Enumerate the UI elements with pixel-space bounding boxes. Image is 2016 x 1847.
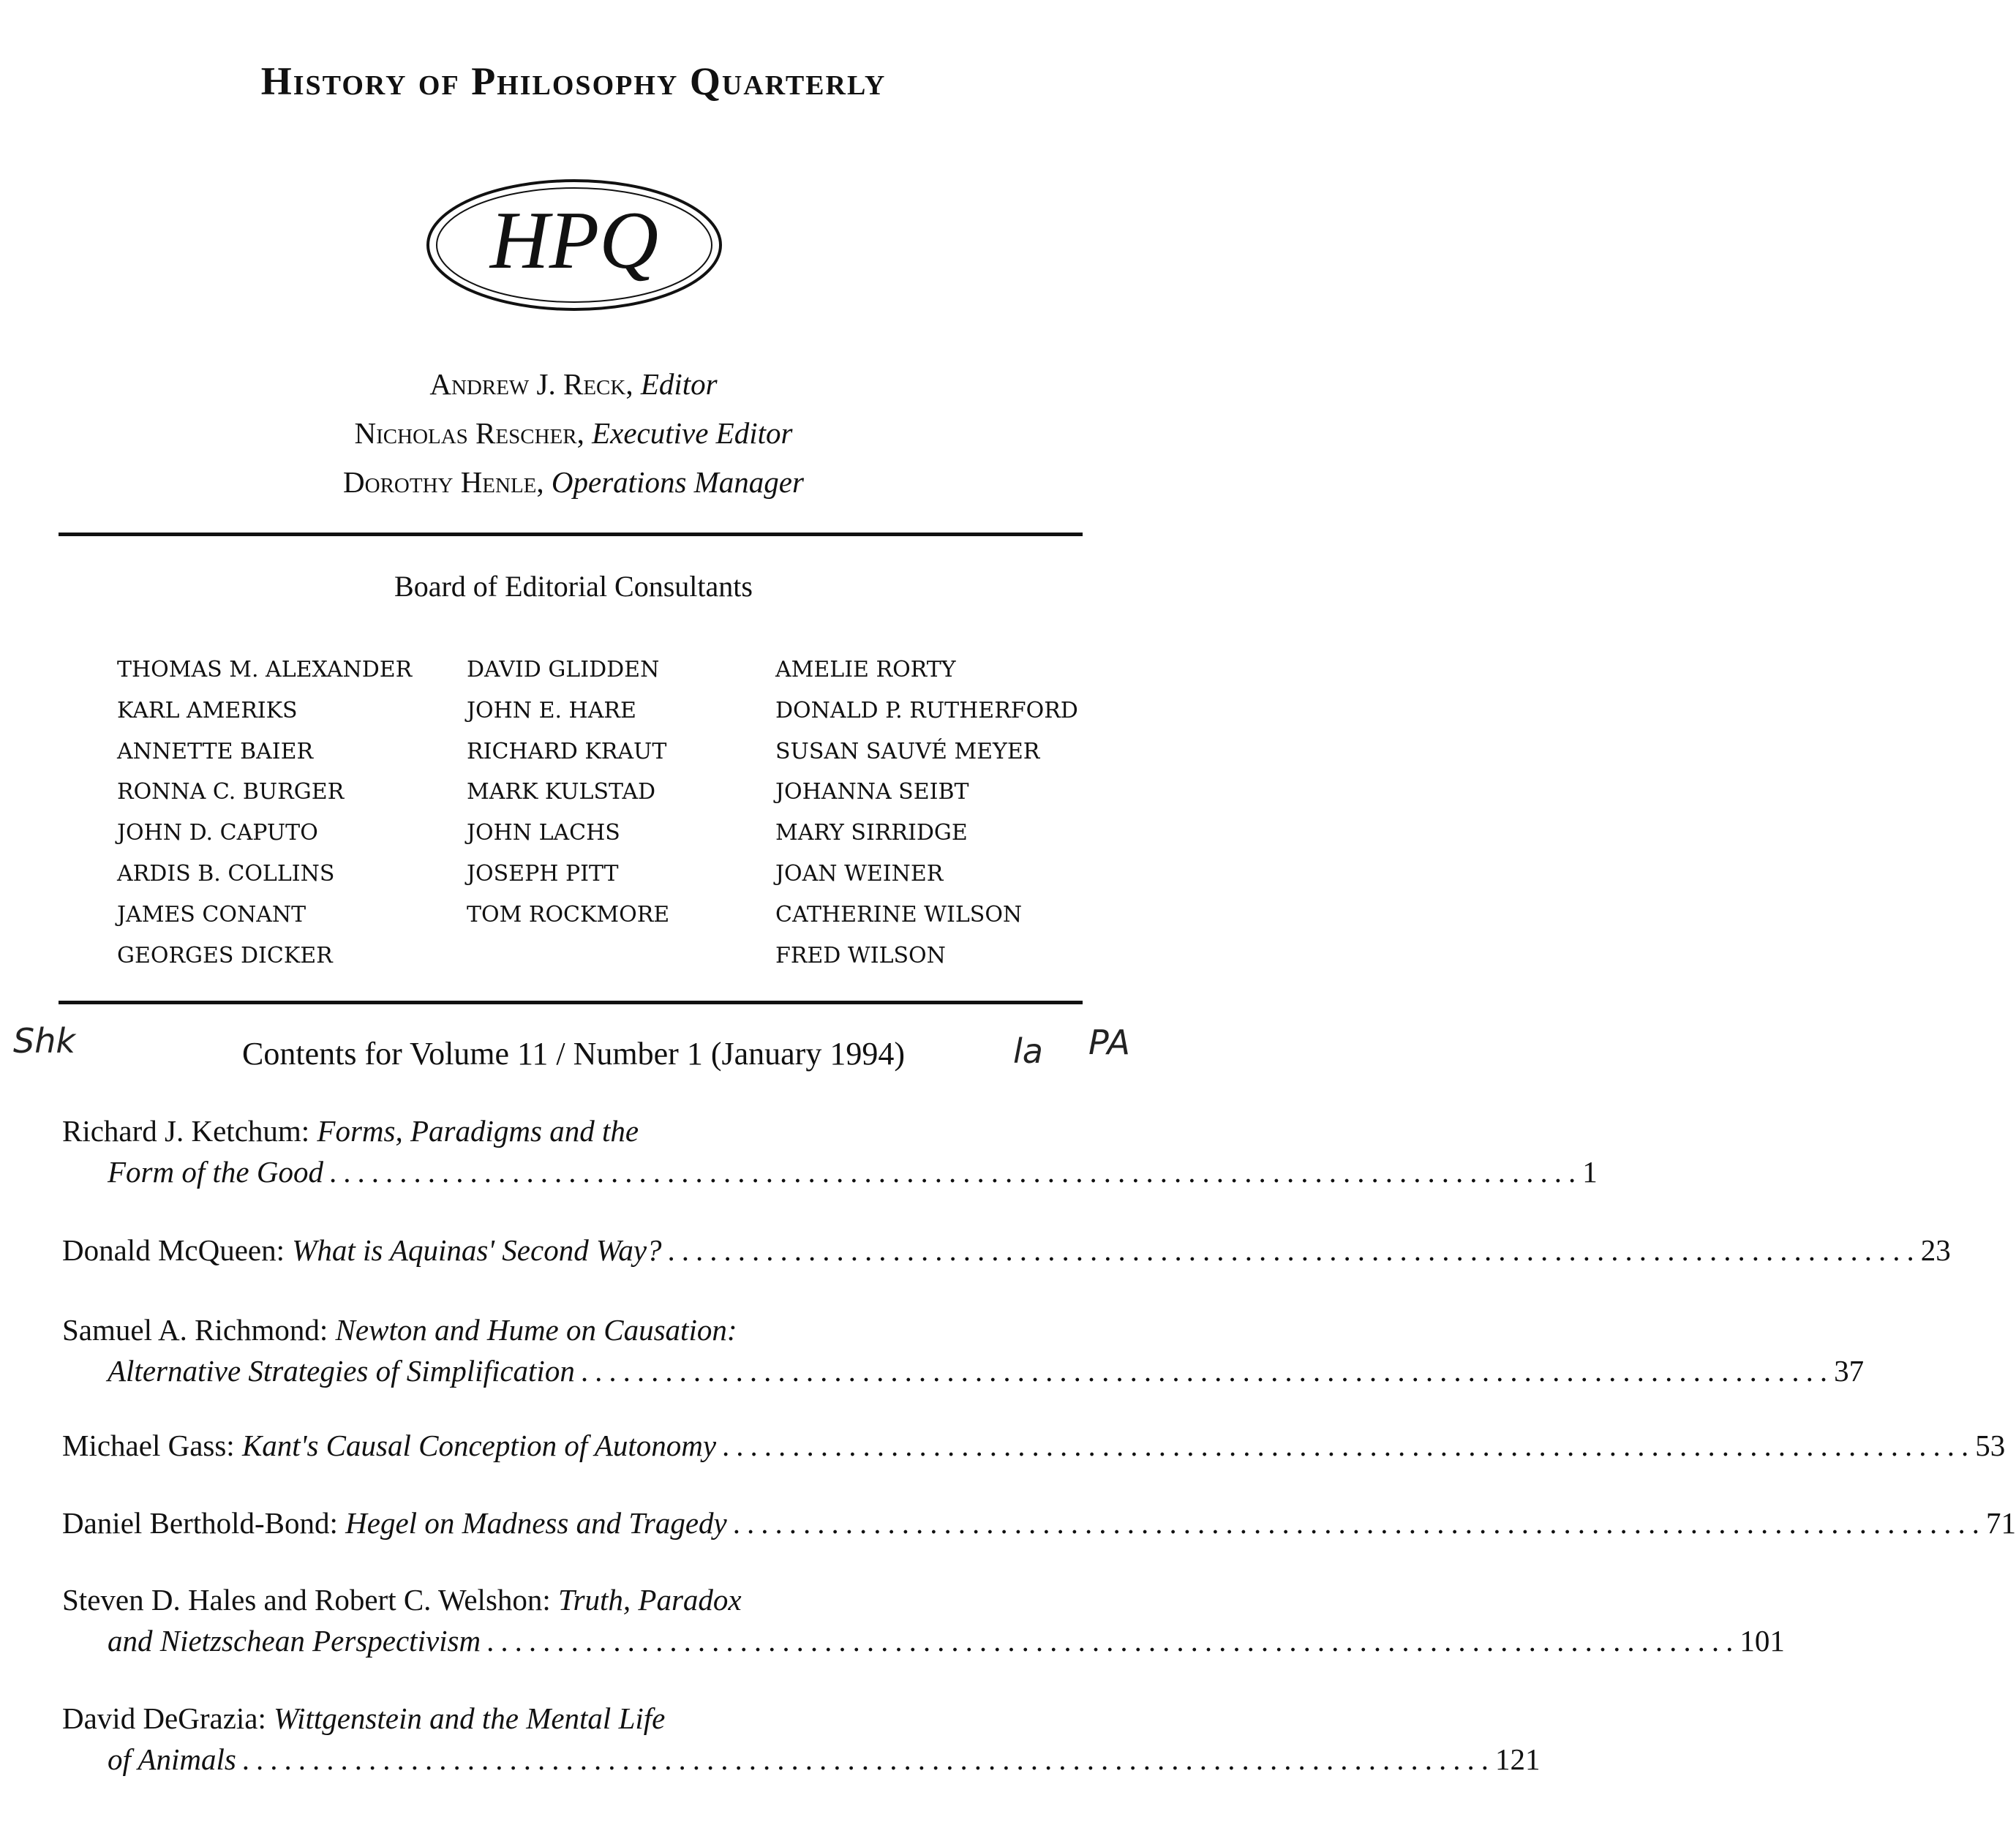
dot-leader: ......................................................................................... — [486, 1624, 1740, 1658]
toc-title: Kant's Causal Conception of Autonomy — [241, 1429, 717, 1462]
consultant-name: DONALD P. RUTHERFORD — [775, 697, 1078, 723]
editor-role: Editor — [640, 367, 718, 401]
handwritten-note: Shk — [13, 1021, 75, 1061]
handwritten-note: PA — [1088, 1023, 1130, 1062]
toc-author: Richard J. Ketchum: — [62, 1114, 310, 1148]
toc-page: 121 — [1495, 1742, 1541, 1776]
toc-author: Michael Gass: — [62, 1429, 235, 1462]
consultant-name: JOHN D. CAPUTO — [117, 820, 318, 846]
toc-page: 53 — [1975, 1429, 2006, 1462]
editor-role: Executive Editor — [592, 416, 793, 450]
divider — [59, 533, 1083, 536]
handwritten-note: la — [1013, 1031, 1043, 1071]
toc-entry — [62, 1428, 2006, 1469]
dot-leader: ......................................................................................... — [667, 1233, 1921, 1267]
dot-leader: ......................................................................................... — [722, 1429, 1976, 1462]
divider — [59, 1001, 1083, 1004]
toc-author: Daniel Berthold-Bond: — [62, 1506, 338, 1540]
toc-entry — [62, 1505, 2016, 1546]
toc-author: Steven D. Hales and Robert C. Welshon: — [62, 1583, 551, 1617]
dot-leader: ......................................................................................... — [580, 1354, 1835, 1388]
consultant-name: MARK KULSTAD — [467, 779, 656, 805]
editor-list — [0, 360, 1147, 507]
consultant-name: JAMES CONANT — [117, 901, 306, 928]
toc-entry — [62, 1113, 1598, 1195]
consultant-name: SUSAN SAUVÉ MEYER — [775, 738, 1040, 764]
consultant-name: JOHN E. HARE — [467, 697, 636, 723]
toc-title: Wittgenstein and the Mental Life — [274, 1701, 666, 1735]
consultant-name: MARY SIRRIDGE — [775, 820, 968, 846]
dot-leader: ......................................................................................... — [241, 1742, 1496, 1776]
toc-title: Forms, Paradigms and the — [317, 1114, 639, 1148]
consultant-name: CATHERINE WILSON — [775, 901, 1023, 928]
toc-title: What is Aquinas' Second Way? — [292, 1233, 662, 1267]
consultant-column — [117, 650, 412, 976]
toc-title: Truth, Paradox — [558, 1583, 742, 1617]
consultant-name: DAVID GLIDDEN — [467, 657, 660, 682]
editor-role: Operations Manager — [551, 465, 804, 499]
toc-title: and Nietzschean Perspectivism — [108, 1624, 481, 1658]
toc-entry — [62, 1582, 1785, 1664]
consultant-name: JOSEPH PITT — [467, 860, 619, 887]
consultant-name: FRED WILSON — [775, 942, 946, 968]
consultant-name: JOAN WEINER — [775, 860, 944, 887]
toc-author: David DeGrazia: — [62, 1701, 266, 1735]
editor-line: Andrew J. Reck, Editor — [429, 367, 718, 401]
consultant-name: GEORGES DICKER — [117, 942, 333, 968]
toc-author: Samuel A. Richmond: — [62, 1313, 328, 1347]
consultant-name: ANNETTE BAIER — [117, 738, 314, 764]
consultant-name: KARL AMERIKS — [117, 697, 298, 723]
toc-page: 1 — [1582, 1155, 1598, 1189]
dot-leader: ......................................................................................... — [328, 1155, 1583, 1189]
editor-name: Nicholas Rescher — [354, 416, 577, 450]
logo-text: HPQ — [489, 195, 659, 286]
consultant-column — [775, 650, 1078, 976]
toc-title: Hegel on Madness and Tragedy — [345, 1506, 727, 1540]
journal-title: History of Philosophy Quarterly — [260, 59, 887, 103]
toc-page: 23 — [1920, 1233, 1951, 1267]
consultant-column — [467, 650, 669, 936]
consultant-name: TOM ROCKMORE — [467, 901, 670, 928]
toc-page: 37 — [1834, 1354, 1865, 1388]
editor-line: Dorothy Henle, Operations Manager — [343, 465, 804, 499]
consultant-name: THOMAS M. ALEXANDER — [117, 657, 413, 682]
contents-heading: Contents for Volume 11 / Number 1 (January 1994) — [242, 1036, 905, 1072]
consultant-name: RICHARD KRAUT — [467, 738, 667, 764]
editor-name: Dorothy Henle — [343, 465, 537, 499]
consultant-name: AMELIE RORTY — [775, 657, 956, 682]
consultant-name: ARDIS B. COLLINS — [117, 860, 335, 887]
toc-entry — [62, 1233, 1951, 1274]
toc-entry — [62, 1312, 1865, 1394]
toc-title: of Animals — [108, 1742, 236, 1776]
toc-page: 71 — [1985, 1506, 2016, 1540]
hpq-logo — [421, 172, 728, 318]
toc-title: Newton and Hume on Causation: — [335, 1313, 737, 1347]
toc-title: Alternative Strategies of Simplification — [108, 1354, 575, 1388]
editor-name: Andrew J. Reck — [429, 367, 626, 401]
toc-page: 101 — [1739, 1624, 1785, 1658]
toc-title: Form of the Good — [108, 1155, 323, 1189]
toc-entry — [62, 1701, 1541, 1783]
dot-leader: ......................................................................................... — [732, 1506, 1986, 1540]
toc-author: Donald McQueen: — [62, 1233, 285, 1267]
board-heading: Board of Editorial Consultants — [394, 570, 753, 603]
editor-line: Nicholas Rescher, Executive Editor — [354, 416, 793, 450]
consultant-name: JOHANNA SEIBT — [775, 779, 969, 805]
consultant-name: RONNA C. BURGER — [117, 779, 345, 805]
consultant-name: JOHN LACHS — [467, 820, 620, 846]
